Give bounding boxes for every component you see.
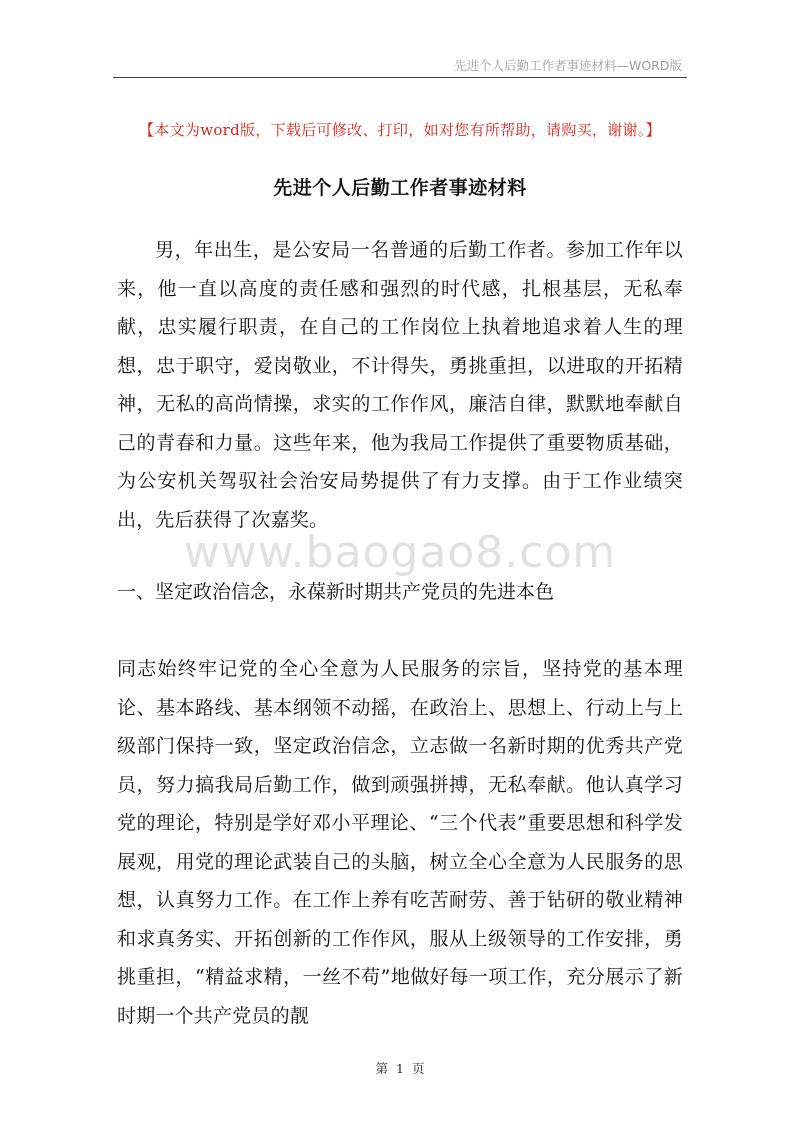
page-number: 1 <box>396 1061 404 1076</box>
page-number-prefix: 第 <box>375 1061 389 1076</box>
section-paragraph-text: 同志始终牢记党的全心全意为人民服务的宗旨，坚持党的基本理论、基本路线、基本纲领不动摇，在政治上、思想上、行动上与上级部门保持一致，坚定政治信念，立志做一名新时期的优秀共产党员，努力搞我局后勤工作，做到顽强拼搏，无私奉献。他认真学习党的理论，特别是学好邓小平理论、“三个代表”重要思想和科学发展观，用党的理论武装自己的头脑，树立全心全意为人民服务的思想，认真努力工作。在工作上养有吃苦耐劳、善于钻研的敬业精神和求真务实、开拓创新的工作作风，服从上级领导的工作安排，勇挑重担，“精益求精，一丝不苟”地做好每一项工作，充分展示了新时期一个共产党员的靓 <box>117 658 683 1027</box>
header-divider <box>113 77 687 78</box>
intro-paragraph-text: 男，年出生，是公安局一名普通的后勤工作者。参加工作年以来，他一直以高度的责任感和强烈的时代感，扎根基层，无私奉献，忠实履行职责，在自己的工作岗位上执着地追求着人生的理想，忠于职守，爱岗敬业，不计得失，勇挑重担，以进取的开拓精神，无私的高尚情操，求实的工作作风，廉洁自律，默默地奉献自己的青春和力量。这些年来，他为我局工作提供了重要物质基础，为公安机关驾驭社会治安局势提供了有力支撑。由于工作业绩突出，先后获得了次嘉奖。 <box>117 239 683 531</box>
page-footer <box>0 1059 800 1077</box>
purchase-notice: 【本文为word版，下载后可修改、打印，如对您有所帮助，请购买，谢谢。】 <box>139 121 661 139</box>
watermark: www.baogao8.com <box>183 527 617 578</box>
running-header: 先进个人后勤工作者事迹材料—WORD版 <box>453 58 682 73</box>
section-paragraph <box>117 650 683 1035</box>
page-number-suffix: 页 <box>411 1061 425 1076</box>
intro-paragraph <box>117 231 683 539</box>
section-heading: 一、坚定政治信念，永葆新时期共产党员的先进本色 <box>117 581 555 603</box>
document-title: 先进个人后勤工作者事迹材料 <box>273 177 527 199</box>
